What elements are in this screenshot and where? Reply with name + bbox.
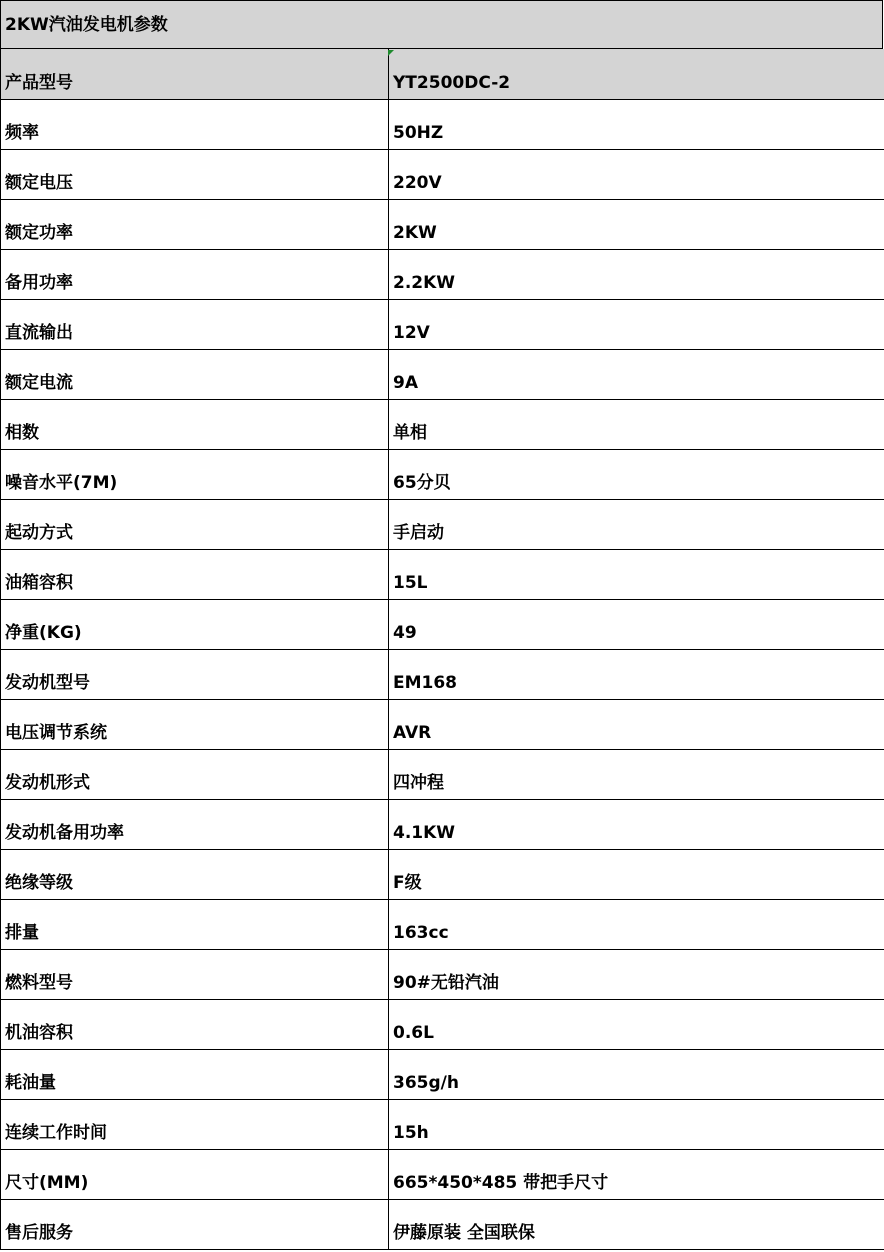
table-row — [1, 299, 884, 349]
table-row — [1, 1199, 884, 1249]
spec-label-cell[interactable] — [1, 49, 389, 99]
spec-value-cell[interactable] — [389, 799, 884, 849]
spec-value-cell[interactable] — [389, 649, 884, 699]
spec-value-cell[interactable] — [389, 1099, 884, 1149]
spec-label: 频率 — [5, 122, 39, 143]
spec-value-cell[interactable] — [389, 399, 884, 449]
spec-label-cell[interactable] — [1, 1049, 389, 1099]
spec-label: 产品型号 — [5, 72, 73, 93]
table-row — [1, 99, 884, 149]
spec-value-cell[interactable] — [389, 1049, 884, 1099]
sheet-title: 2KW汽油发电机参数 — [5, 15, 168, 35]
spec-label-cell[interactable] — [1, 649, 389, 699]
table-row — [1, 499, 884, 549]
table-row — [1, 949, 884, 999]
spec-value: 0.6L — [393, 1022, 434, 1043]
spec-label: 尺寸(MM) — [5, 1172, 89, 1193]
spec-label: 直流输出 — [5, 322, 73, 343]
spec-label: 耗油量 — [5, 1072, 56, 1093]
table-row — [1, 549, 884, 599]
spec-value-cell[interactable] — [389, 149, 884, 199]
table-row — [1, 449, 884, 499]
spec-label: 额定功率 — [5, 222, 73, 243]
spec-value: F级 — [393, 872, 422, 893]
table-row — [1, 649, 884, 699]
spec-label: 噪音水平(7M) — [5, 472, 118, 493]
spec-value: 9A — [393, 372, 418, 393]
table-row — [1, 899, 884, 949]
spec-label: 连续工作时间 — [5, 1122, 107, 1143]
table-row — [1, 999, 884, 1049]
spec-value-cell[interactable] — [389, 849, 884, 899]
spec-label-cell[interactable] — [1, 549, 389, 599]
table-row — [1, 199, 884, 249]
table-row — [1, 1049, 884, 1099]
spec-value: 49 — [393, 622, 417, 643]
spec-label-cell[interactable] — [1, 849, 389, 899]
spec-value-cell[interactable] — [389, 449, 884, 499]
spec-label-cell[interactable] — [1, 949, 389, 999]
spec-value: 2KW — [393, 222, 437, 243]
spec-value-cell[interactable] — [389, 249, 884, 299]
table-row — [1, 349, 884, 399]
spec-label-cell[interactable] — [1, 599, 389, 649]
spec-value: 90#无铅汽油 — [393, 972, 499, 993]
spec-value: 220V — [393, 172, 442, 193]
spec-label: 发动机备用功率 — [5, 822, 124, 843]
title-cell[interactable] — [0, 0, 883, 49]
table-row — [1, 599, 884, 649]
spec-value-cell[interactable] — [389, 99, 884, 149]
spec-label: 燃料型号 — [5, 972, 73, 993]
spec-value: 4.1KW — [393, 822, 456, 843]
spec-label-cell[interactable] — [1, 699, 389, 749]
spec-label: 额定电压 — [5, 172, 73, 193]
spec-value-cell[interactable] — [389, 1199, 884, 1249]
spec-value: YT2500DC-2 — [393, 72, 511, 93]
spec-label-cell[interactable] — [1, 99, 389, 149]
spec-value: 伊藤原装 全国联保 — [393, 1222, 535, 1243]
spec-value-cell[interactable] — [389, 1149, 884, 1199]
spec-label: 机油容积 — [5, 1022, 73, 1043]
spec-value: EM168 — [393, 672, 458, 693]
spec-value-cell[interactable] — [389, 199, 884, 249]
spec-value: 365g/h — [393, 1072, 459, 1093]
spec-value-cell[interactable] — [389, 499, 884, 549]
spec-table-body — [1, 49, 884, 1249]
spec-value-cell[interactable] — [389, 999, 884, 1049]
spec-value-cell[interactable] — [389, 749, 884, 799]
table-row — [1, 849, 884, 899]
spec-label: 相数 — [5, 422, 39, 443]
spec-label-cell[interactable] — [1, 999, 389, 1049]
spec-value-cell[interactable] — [389, 549, 884, 599]
spec-value: 163cc — [393, 922, 449, 943]
spec-label-cell[interactable] — [1, 1099, 389, 1149]
table-row — [1, 49, 884, 99]
spec-value: 2.2KW — [393, 272, 456, 293]
spec-table — [0, 49, 884, 1250]
spec-value: 50HZ — [393, 122, 444, 143]
table-row — [1, 699, 884, 749]
comment-indicator-icon[interactable] — [388, 50, 394, 56]
spec-label: 发动机型号 — [5, 672, 90, 693]
spec-label-cell[interactable] — [1, 299, 389, 349]
spec-label: 净重(KG) — [5, 622, 82, 643]
spec-label-cell[interactable] — [1, 1149, 389, 1199]
spec-label-cell[interactable] — [1, 199, 389, 249]
spec-value: 665*450*485 带把手尺寸 — [393, 1172, 609, 1193]
spec-value: 手启动 — [393, 522, 444, 543]
table-row — [1, 749, 884, 799]
spec-label-cell[interactable] — [1, 399, 389, 449]
spec-label-cell[interactable] — [1, 449, 389, 499]
spec-value-cell[interactable] — [389, 599, 884, 649]
table-row — [1, 399, 884, 449]
table-row — [1, 799, 884, 849]
spec-label: 排量 — [5, 922, 39, 943]
spec-value: 12V — [393, 322, 430, 343]
spec-label-cell[interactable] — [1, 149, 389, 199]
spec-label-cell[interactable] — [1, 249, 389, 299]
spec-label: 额定电流 — [5, 372, 73, 393]
spec-value: 65分贝 — [393, 472, 451, 493]
table-row — [1, 1099, 884, 1149]
spec-label: 电压调节系统 — [5, 722, 107, 743]
spec-label-cell[interactable] — [1, 899, 389, 949]
spec-label: 售后服务 — [5, 1222, 73, 1243]
spec-value-cell[interactable] — [389, 699, 884, 749]
spec-value: 15h — [393, 1122, 429, 1143]
spec-value-cell[interactable] — [389, 949, 884, 999]
spec-label-cell[interactable] — [1, 349, 389, 399]
spec-label: 发动机形式 — [5, 772, 90, 793]
spec-value-cell[interactable] — [389, 899, 884, 949]
spec-label: 油箱容积 — [5, 572, 73, 593]
spec-label-cell[interactable] — [1, 499, 389, 549]
table-row — [1, 249, 884, 299]
spec-value: 15L — [393, 572, 428, 593]
spec-value-cell[interactable] — [389, 349, 884, 399]
spec-value: AVR — [393, 722, 432, 743]
spec-value: 四冲程 — [393, 772, 444, 793]
spec-label-cell[interactable] — [1, 749, 389, 799]
spec-label-cell[interactable] — [1, 1199, 389, 1249]
spec-value: 单相 — [393, 422, 427, 443]
spec-label: 备用功率 — [5, 272, 73, 293]
table-row — [1, 1149, 884, 1199]
spec-label-cell[interactable] — [1, 799, 389, 849]
spec-value-cell[interactable] — [389, 49, 884, 99]
table-row — [1, 149, 884, 199]
spec-label: 绝缘等级 — [5, 872, 73, 893]
spec-value-cell[interactable] — [389, 299, 884, 349]
spec-label: 起动方式 — [5, 522, 73, 543]
